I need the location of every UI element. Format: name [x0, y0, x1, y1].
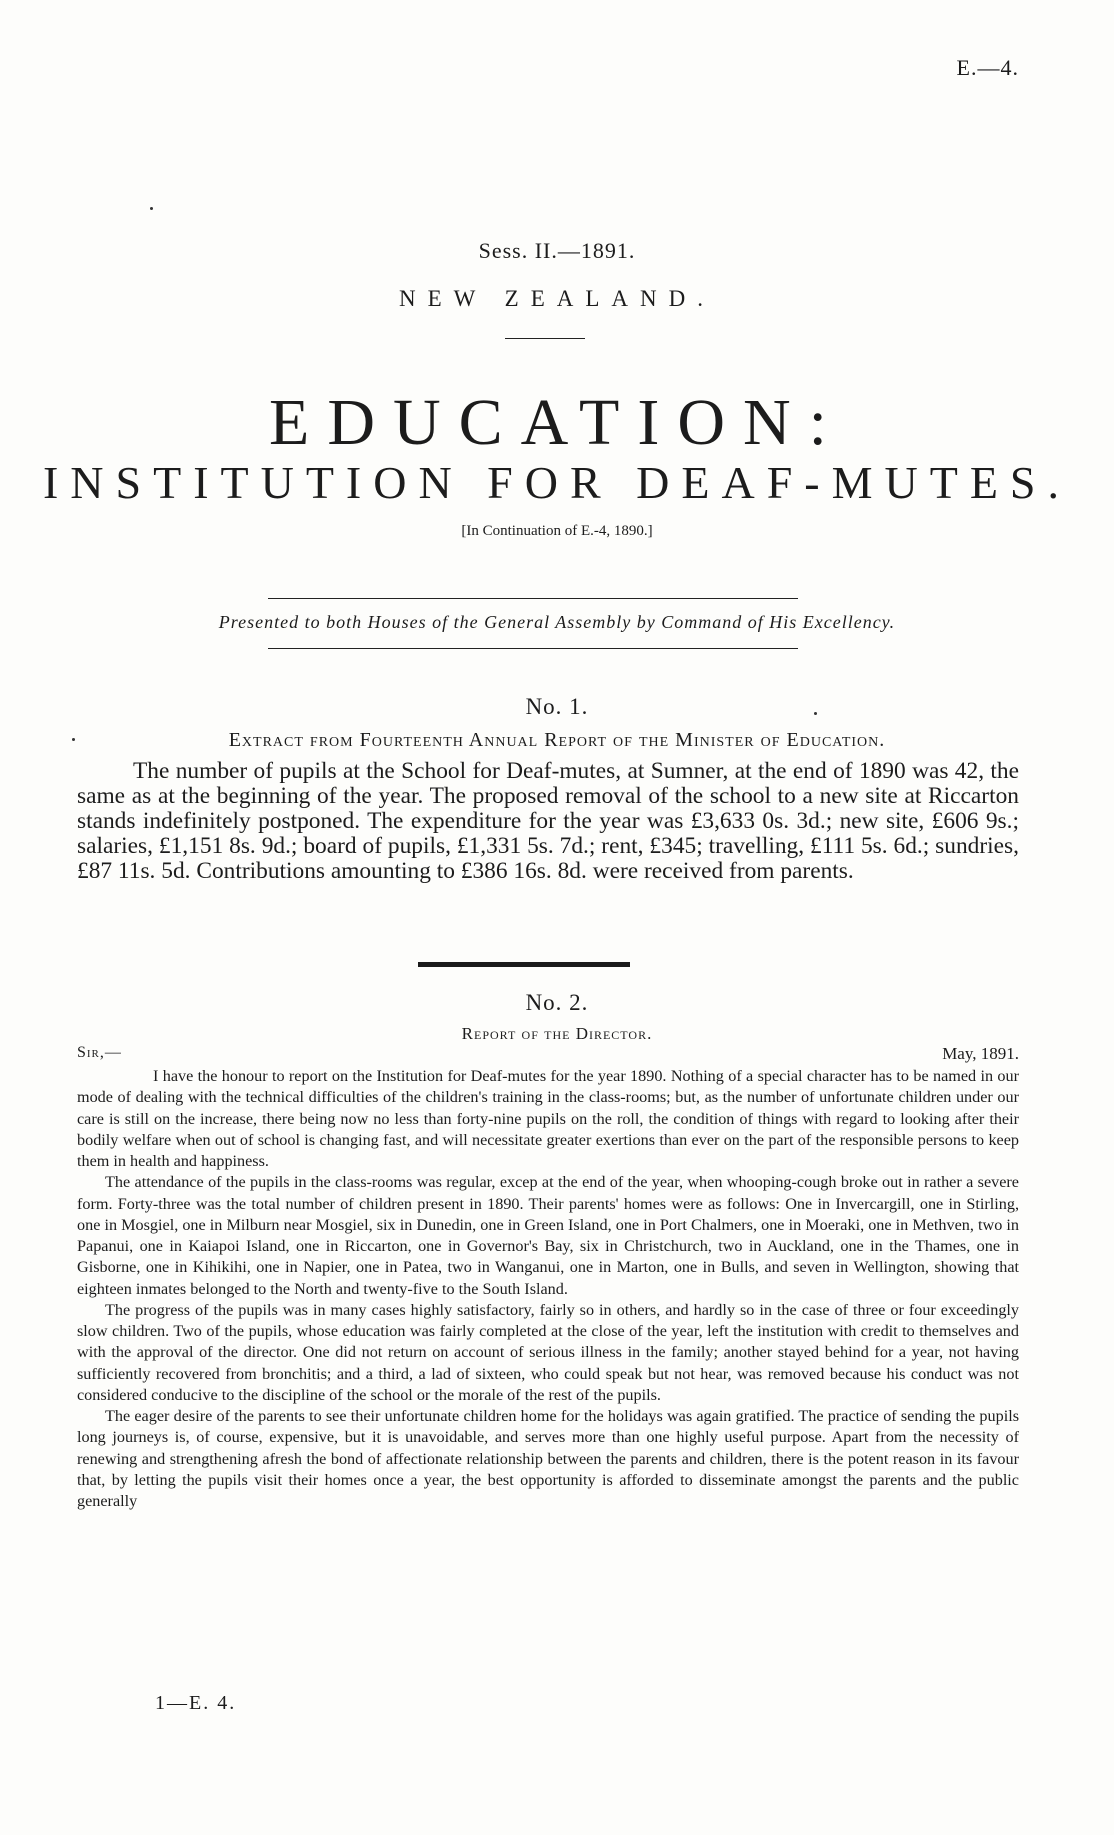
report-paragraph: The progress of the pupils was in many cases highly satisfactory, fairly so in others, and hardly so in the case of three or four exceedingly slow children. Two of the pupils, whose education was fairly completed at the close of the year, left the institution with credit to themselves and with the approval of the director. One did not return on account of serious illness in the family; another stayed behind for a year, not having sufficiently recovered from bronchitis; and a third, a lad of sixteen, who could speak but not hear, was removed because his conduct was not considered conducive to the discipline of the school or the morale of the rest of the pupils.: [77, 1300, 1019, 1404]
short-rule: [505, 338, 585, 339]
page-subtitle: INSTITUTION FOR DEAF-MUTES.: [42, 457, 1072, 508]
report-paragraph: The eager desire of the parents to see their unfortunate children home for the holidays was again gratified. The practice of sending the pupils long journeys is, of course, expensive, but it is unavoidable, and serves more than one highly useful purpose. Apart from the necessity of renewing and strengthening afresh the bond of affectionate relationship between the parents and children, there is the potent reason in its favour that, by letting the pupils visit their homes once a year, the best opportunity is afforded to disseminate amongst the parents and the public generally: [77, 1407, 1019, 1510]
rule-below-presented: [268, 648, 798, 649]
rule-above-presented: [268, 598, 798, 599]
presented-line: Presented to both Houses of the General Assembly by Command of His Excellency.: [218, 612, 896, 632]
page-ref: E.—4.: [956, 55, 1019, 80]
report-paragraph: The attendance of the pupils in the class-rooms was regular, excep at the end of the year, when whooping-cough broke out in rather a severe form. Forty-three was the total number of children present in 1890. Their parents' homes were as follows: One in Invercargill, one in Stirling, one in Mosgiel, one in Milburn near Mosgiel, six in Dunedin, one in Green Island, one in Port Chalmers, one in Moeraki, one in Methven, two in Papanui, one in Kaiapoi Island, one in Riccarton, one in Governor's Bay, six in Christchurch, two in Auckland, one in the Thames, one in Gisborne, one in Kihikihi, one in Napier, one in Patea, two in Wanganui, one in Marton, one in Bulls, and seven in Wellington, showing that eighteen inmates belonged to the North and twenty-five to the South Island.: [77, 1173, 1019, 1298]
print-speck: [72, 738, 75, 741]
print-speck: [150, 207, 153, 210]
print-speck: [814, 712, 817, 715]
section2-number: No. 2.: [525, 990, 589, 1015]
footer-signature: 1—E. 4.: [155, 1692, 237, 1714]
continuation-note: [In Continuation of E.-4, 1890.]: [461, 523, 653, 539]
salutation: Sir,—: [77, 1044, 122, 1061]
section1-number: No. 1.: [525, 694, 589, 719]
country-line: NEW ZEALAND.: [398, 286, 716, 311]
report-paragraph: I have the honour to report on the Institution for Deaf-mutes for the year 1890. Nothing of a special character has to be named in our mode of dealing with the technical difficulties of the children's training in the class-rooms; but, as the number of unfortunate children under our care is still on the increase, there being now no less than forty-nine pupils on the roll, the condition of things with regard to looking after their bodily welfare when out of school is changing fast, and will necessitate greater exertions than ever on the part of the responsible persons to keep them in health and happiness.: [77, 1067, 1019, 1170]
session-line: Sess. II.—1891.: [478, 238, 636, 263]
report-date: May, 1891.: [942, 1044, 1019, 1063]
section2-heading: Report of the Director.: [461, 1024, 653, 1043]
section1-paragraph: The number of pupils at the School for Deaf-mutes, at Sumner, at the end of 1890 was 42, the same as at the beginning of the year. The proposed removal of the school to a new site at Riccarton stands indefinitely postponed. The expenditure for the year was £3,633 0s. 3d.; new site, £606 9s.; salaries, £1,151 8s. 9d.; board of pupils, £1,331 5s. 7d.; rent, £345; travelling, £111 5s. 6d.; sundries, £87 11s. 5d. Contributions amounting to £386 16s. 8d. were received from parents.: [77, 758, 1019, 884]
page-title: EDUCATION:: [269, 386, 845, 459]
report-body: [77, 1066, 1019, 1512]
thick-divider: [418, 962, 630, 967]
section1-heading: Extract from Fourteenth Annual Report of the Minister of Education.: [228, 729, 886, 751]
